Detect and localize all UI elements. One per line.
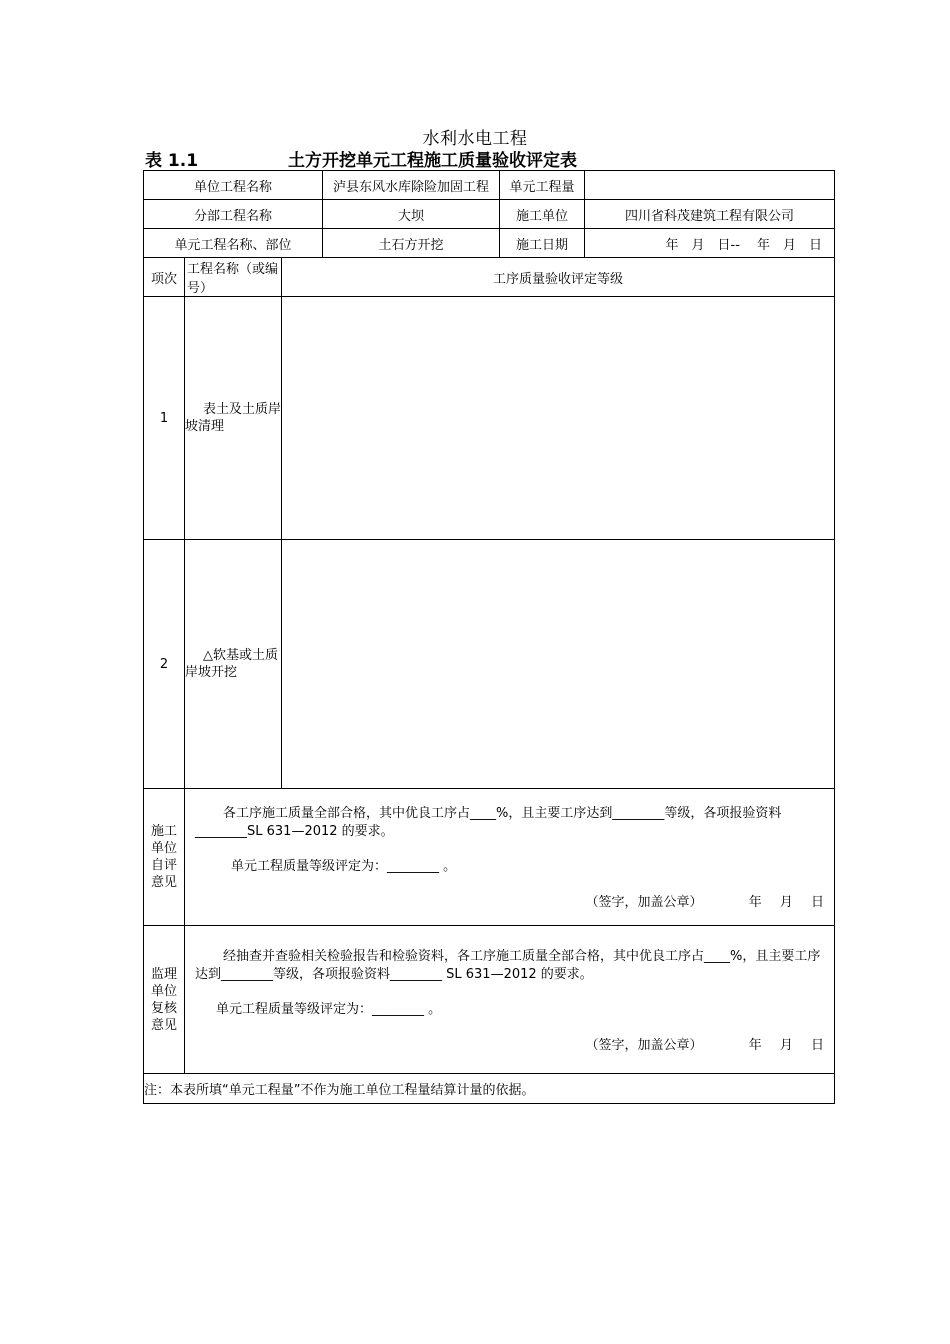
sign-day: 日: [811, 1038, 825, 1053]
table-code: 表 1.1: [145, 151, 199, 171]
date-label: 施工日期: [500, 229, 585, 258]
signature-label: （签字，加盖公章）: [585, 1038, 703, 1053]
date-value[interactable]: 年 月 日-- 年 月 日: [585, 229, 835, 258]
division-label: 分部工程名称: [144, 200, 323, 229]
sign-year: 年: [748, 1038, 762, 1053]
contractor-grade-text: 单元工程质量等级评定为：________ 。: [231, 859, 457, 874]
contractor-signature: [572, 891, 824, 910]
items-header-no: 项次: [144, 258, 185, 297]
supervisor-opinion-row: [144, 926, 835, 1074]
element-quantity-label: 单元工程量: [500, 171, 585, 200]
items-header-name: 工程名称（或编号）: [185, 258, 282, 297]
sign-year: 年: [748, 895, 762, 910]
item-grade[interactable]: [282, 297, 835, 540]
supervisor-opinion-label: 监理单位复核意见: [144, 926, 185, 1074]
document-title: 土方开挖单元工程施工质量验收评定表: [288, 151, 577, 171]
items-header-grade: 工序质量验收评定等级: [282, 258, 835, 297]
document-subtitle: 水利水电工程: [422, 129, 528, 149]
signature-label: （签字，加盖公章）: [585, 895, 703, 910]
item-no: 2: [144, 540, 185, 789]
supervisor-opinion-text: 经抽查并查验相关检验报告和检验资料，各工序施工质量全部合格，其中优良工序占____%，且主要工序达到________等级，各项报验资料________ SL 631—2012 的要求。: [195, 949, 821, 982]
item-no: 1: [144, 297, 185, 540]
contractor-opinion-text: 各工序施工质量全部合格，其中优良工序占____%，且主要工序达到________等级，各项报验资料________SL 631—2012 的要求。: [195, 806, 782, 839]
unit-project-value[interactable]: 泸县东风水库除险加固工程: [323, 171, 500, 200]
form-note: 注：本表所填“单元工程量”不作为施工单位工程量结算计量的依据。: [144, 1074, 835, 1104]
info-row-unit-project: [144, 171, 835, 200]
item-row-2: [144, 540, 835, 789]
division-value[interactable]: 大坝: [323, 200, 500, 229]
contractor-opinion-row: [144, 789, 835, 926]
contractor-opinion-label: 施工单位自评意见: [144, 789, 185, 926]
item-grade[interactable]: [282, 540, 835, 789]
document-title-line: [145, 146, 835, 170]
sign-month: 月: [779, 895, 793, 910]
info-row-element: [144, 229, 835, 258]
info-row-division: [144, 200, 835, 229]
item-row-1: [144, 297, 835, 540]
sign-day: 日: [811, 895, 825, 910]
supervisor-opinion-cell[interactable]: [185, 926, 835, 1074]
item-name: 表土及土质岸坡清理: [185, 297, 282, 540]
item-name: △软基或土质岸坡开挖: [185, 540, 282, 789]
supervisor-grade-text: 单元工程质量等级评定为：________ 。: [216, 1002, 442, 1017]
contractor-opinion-cell[interactable]: [185, 789, 835, 926]
contractor-value[interactable]: 四川省科茂建筑工程有限公司: [585, 200, 835, 229]
element-value[interactable]: 土石方开挖: [323, 229, 500, 258]
element-label: 单元工程名称、部位: [144, 229, 323, 258]
sign-month: 月: [779, 1038, 793, 1053]
supervisor-signature: [572, 1034, 824, 1053]
unit-project-label: 单位工程名称: [144, 171, 323, 200]
element-quantity-value[interactable]: [585, 171, 835, 200]
items-header-row: [144, 258, 835, 297]
contractor-label: 施工单位: [500, 200, 585, 229]
note-row: [144, 1074, 835, 1104]
evaluation-form-table: [143, 170, 835, 1104]
